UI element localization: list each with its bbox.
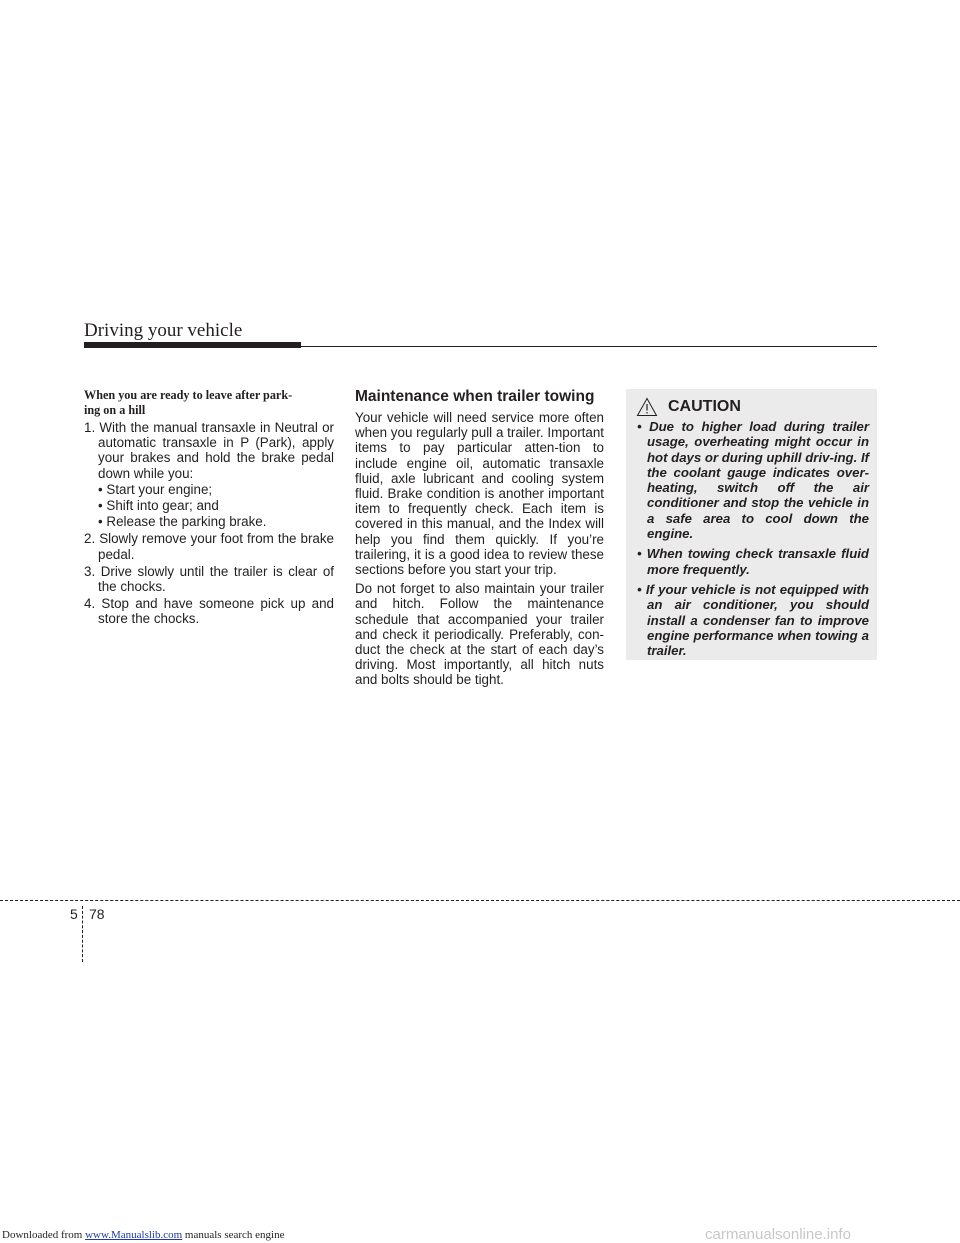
step-1 — [84, 420, 334, 481]
caution-title-row — [636, 397, 856, 417]
step-4: 4. Stop and have someone pick up and store the chocks. — [84, 596, 334, 627]
step-1-text: With the manual transaxle in Neutral or automatic transaxle in P (Park), apply your brakes and hold the brake pedal down while you: — [98, 420, 334, 481]
bullet-start-engine: • Start your engine; — [98, 481, 213, 497]
caution-item-transaxle-fluid: • When towing check transaxle fluid more frequently. — [637, 546, 869, 577]
caution-box — [626, 389, 877, 660]
caution-title: CAUTION — [668, 398, 741, 415]
bullet-shift-gear: • Shift into gear; and — [98, 498, 219, 514]
bullet-release-brake: • Release the parking brake. — [98, 514, 267, 530]
maintenance-paragraph-2: Do not forget to also maintain your trailer and hitch. Follow the maintenance schedule that accompanied your trailer and check it periodically. Preferably, con-duct the check at the start of each day’s driving. Most importantly, all hitch nuts and bolts should be tight. — [355, 581, 604, 688]
heading-line-1: When you are ready to leave after park- — [84, 388, 293, 402]
step-1-number: 1. — [84, 420, 96, 435]
page-number-divider — [82, 906, 83, 962]
download-footer — [2, 1229, 284, 1241]
download-prefix: Downloaded from — [2, 1229, 86, 1241]
header-bar — [84, 342, 301, 348]
download-suffix: manuals search engine — [182, 1229, 285, 1241]
manualslib-link[interactable]: www.Manualslib.com — [85, 1229, 183, 1241]
maintenance-paragraph-1: Your vehicle will need service more often when you regularly pull a trailer. Important items to pay particular atten-tion to include engine oil, automatic transaxle fluid, axle lubricant and cooling system fluid. Brake condition is another important item to frequently check. Each item is covered in this manual, and the Index will help you find them quickly. If you’re trailering, it is a good idea to review these sections before you start your trip. — [355, 410, 604, 578]
left-column — [84, 388, 334, 627]
maintenance-heading: Maintenance when trailer towing — [355, 388, 595, 405]
step-2: 2. Slowly remove your foot from the brake pedal. — [84, 531, 334, 562]
heading-line-2: ing on a hill — [84, 403, 146, 417]
footer-dashed-rule — [0, 900, 960, 901]
caution-item-condenser-fan: • If your vehicle is not equipped with an air conditioner, you should install a condenser fan to improve engine performance when towing a trailer. — [637, 581, 869, 659]
watermark: carmanualsonline.info — [705, 1226, 851, 1243]
caution-list — [633, 419, 869, 663]
caution-item-overheating: • Due to higher load during trailer usage, overheating might occur in hot days or during uphill driv-ing. If the coolant gauge indicates over-heating, switch off the air conditioner and stop the vehicle in a safe area to cool down the engine. — [637, 419, 869, 542]
page-number: 78 — [89, 906, 105, 922]
step-3: 3. Drive slowly until the trailer is clear of the chocks. — [84, 563, 334, 595]
middle-column — [355, 388, 604, 692]
header-rule — [301, 346, 877, 347]
section-title: Driving your vehicle — [84, 320, 243, 341]
hill-departure-heading — [84, 388, 334, 418]
chapter-number: 5 — [70, 906, 78, 922]
warning-triangle-icon — [636, 397, 658, 417]
